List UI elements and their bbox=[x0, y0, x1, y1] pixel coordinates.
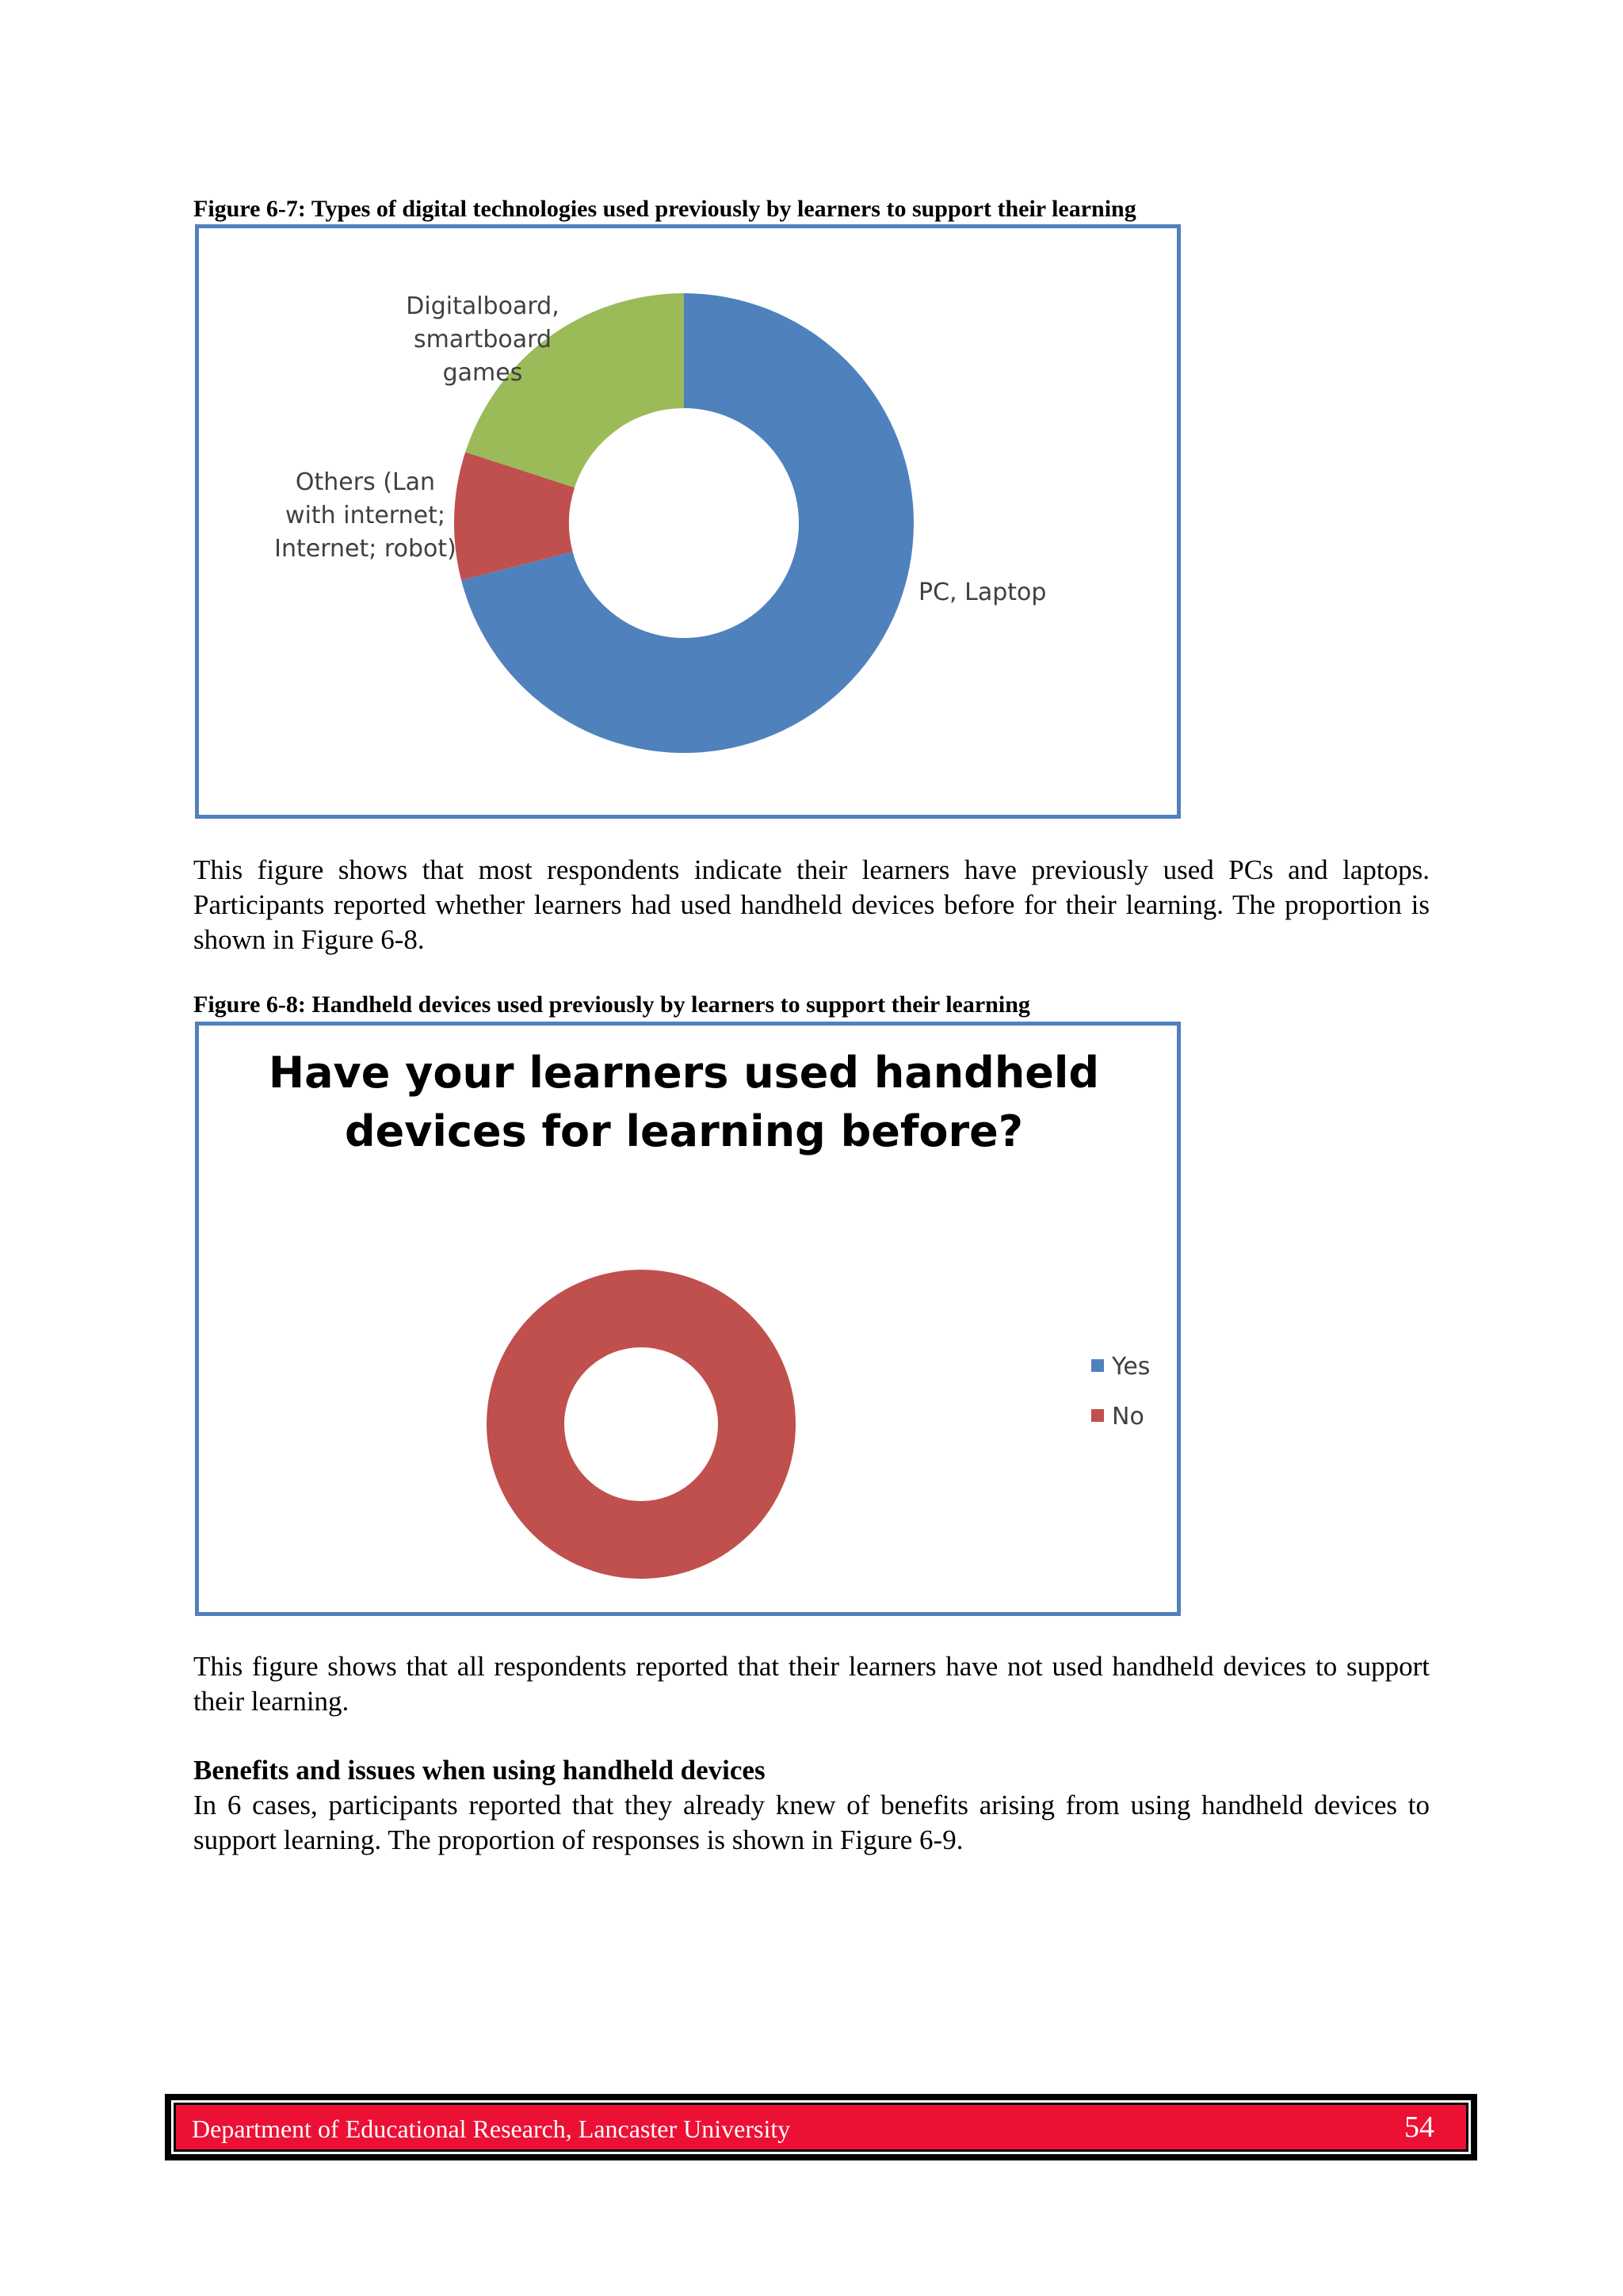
figure-6-8-chart-frame bbox=[195, 1022, 1181, 1616]
figure-6-7-chart-frame bbox=[195, 224, 1181, 819]
paragraph-figure-6-8-description: This figure shows that all respondents reported that their learners have not used handheld devices to support their learning. bbox=[193, 1651, 1430, 1717]
legend-yes-label: Yes bbox=[1112, 1353, 1151, 1381]
page-number: 54 bbox=[1404, 2111, 1434, 2144]
legend-yes-swatch bbox=[1091, 1359, 1104, 1372]
label-digitalboard-line2: smartboard bbox=[414, 326, 552, 353]
donut-slice-digitalboard-smartboard-games bbox=[465, 293, 684, 487]
donut-slice-no bbox=[525, 1308, 757, 1540]
page-footer bbox=[165, 2094, 1477, 2160]
paragraph-figure-6-7-description: This figure shows that most respondents indicate their learners have previously used PCs and laptops. Participants reported whether learners had used handheld devices before for their learning. The proportion is shown in Figure 6-8. bbox=[193, 854, 1430, 955]
figure-6-8-caption: Figure 6-8: Handheld devices used previously by learners to support their learning bbox=[193, 991, 1030, 1018]
section-heading-benefits: Benefits and issues when using handheld devices bbox=[193, 1755, 766, 1786]
legend-no-swatch bbox=[1091, 1409, 1104, 1422]
label-others-line2: with internet; bbox=[285, 502, 445, 529]
chart-title-line1: Have your learners used handheld bbox=[268, 1048, 1100, 1098]
label-others-line3: Internet; robot) bbox=[274, 535, 456, 563]
paragraph-benefits: In 6 cases, participants reported that they already knew of benefits arising from using handheld devices to support learning. The proportion of responses is shown in Figure 6-9. bbox=[193, 1790, 1430, 1855]
footer-institution: Department of Educational Research, Lancaster University bbox=[192, 2115, 791, 2143]
label-others-line1: Others (Lan bbox=[295, 468, 436, 496]
label-digitalboard-line3: games bbox=[442, 359, 523, 387]
figure-6-7-caption: Figure 6-7: Types of digital technologies used previously by learners to support their learning bbox=[193, 196, 1136, 222]
figure-6-7-donut-chart bbox=[199, 228, 1177, 815]
chart-title-line2: devices for learning before? bbox=[344, 1106, 1024, 1156]
legend-no-label: No bbox=[1112, 1403, 1144, 1431]
label-pc-laptop: PC, Laptop bbox=[918, 579, 1047, 606]
label-digitalboard-line1: Digitalboard, bbox=[406, 292, 559, 320]
figure-6-8-donut-chart bbox=[199, 1026, 1177, 1612]
